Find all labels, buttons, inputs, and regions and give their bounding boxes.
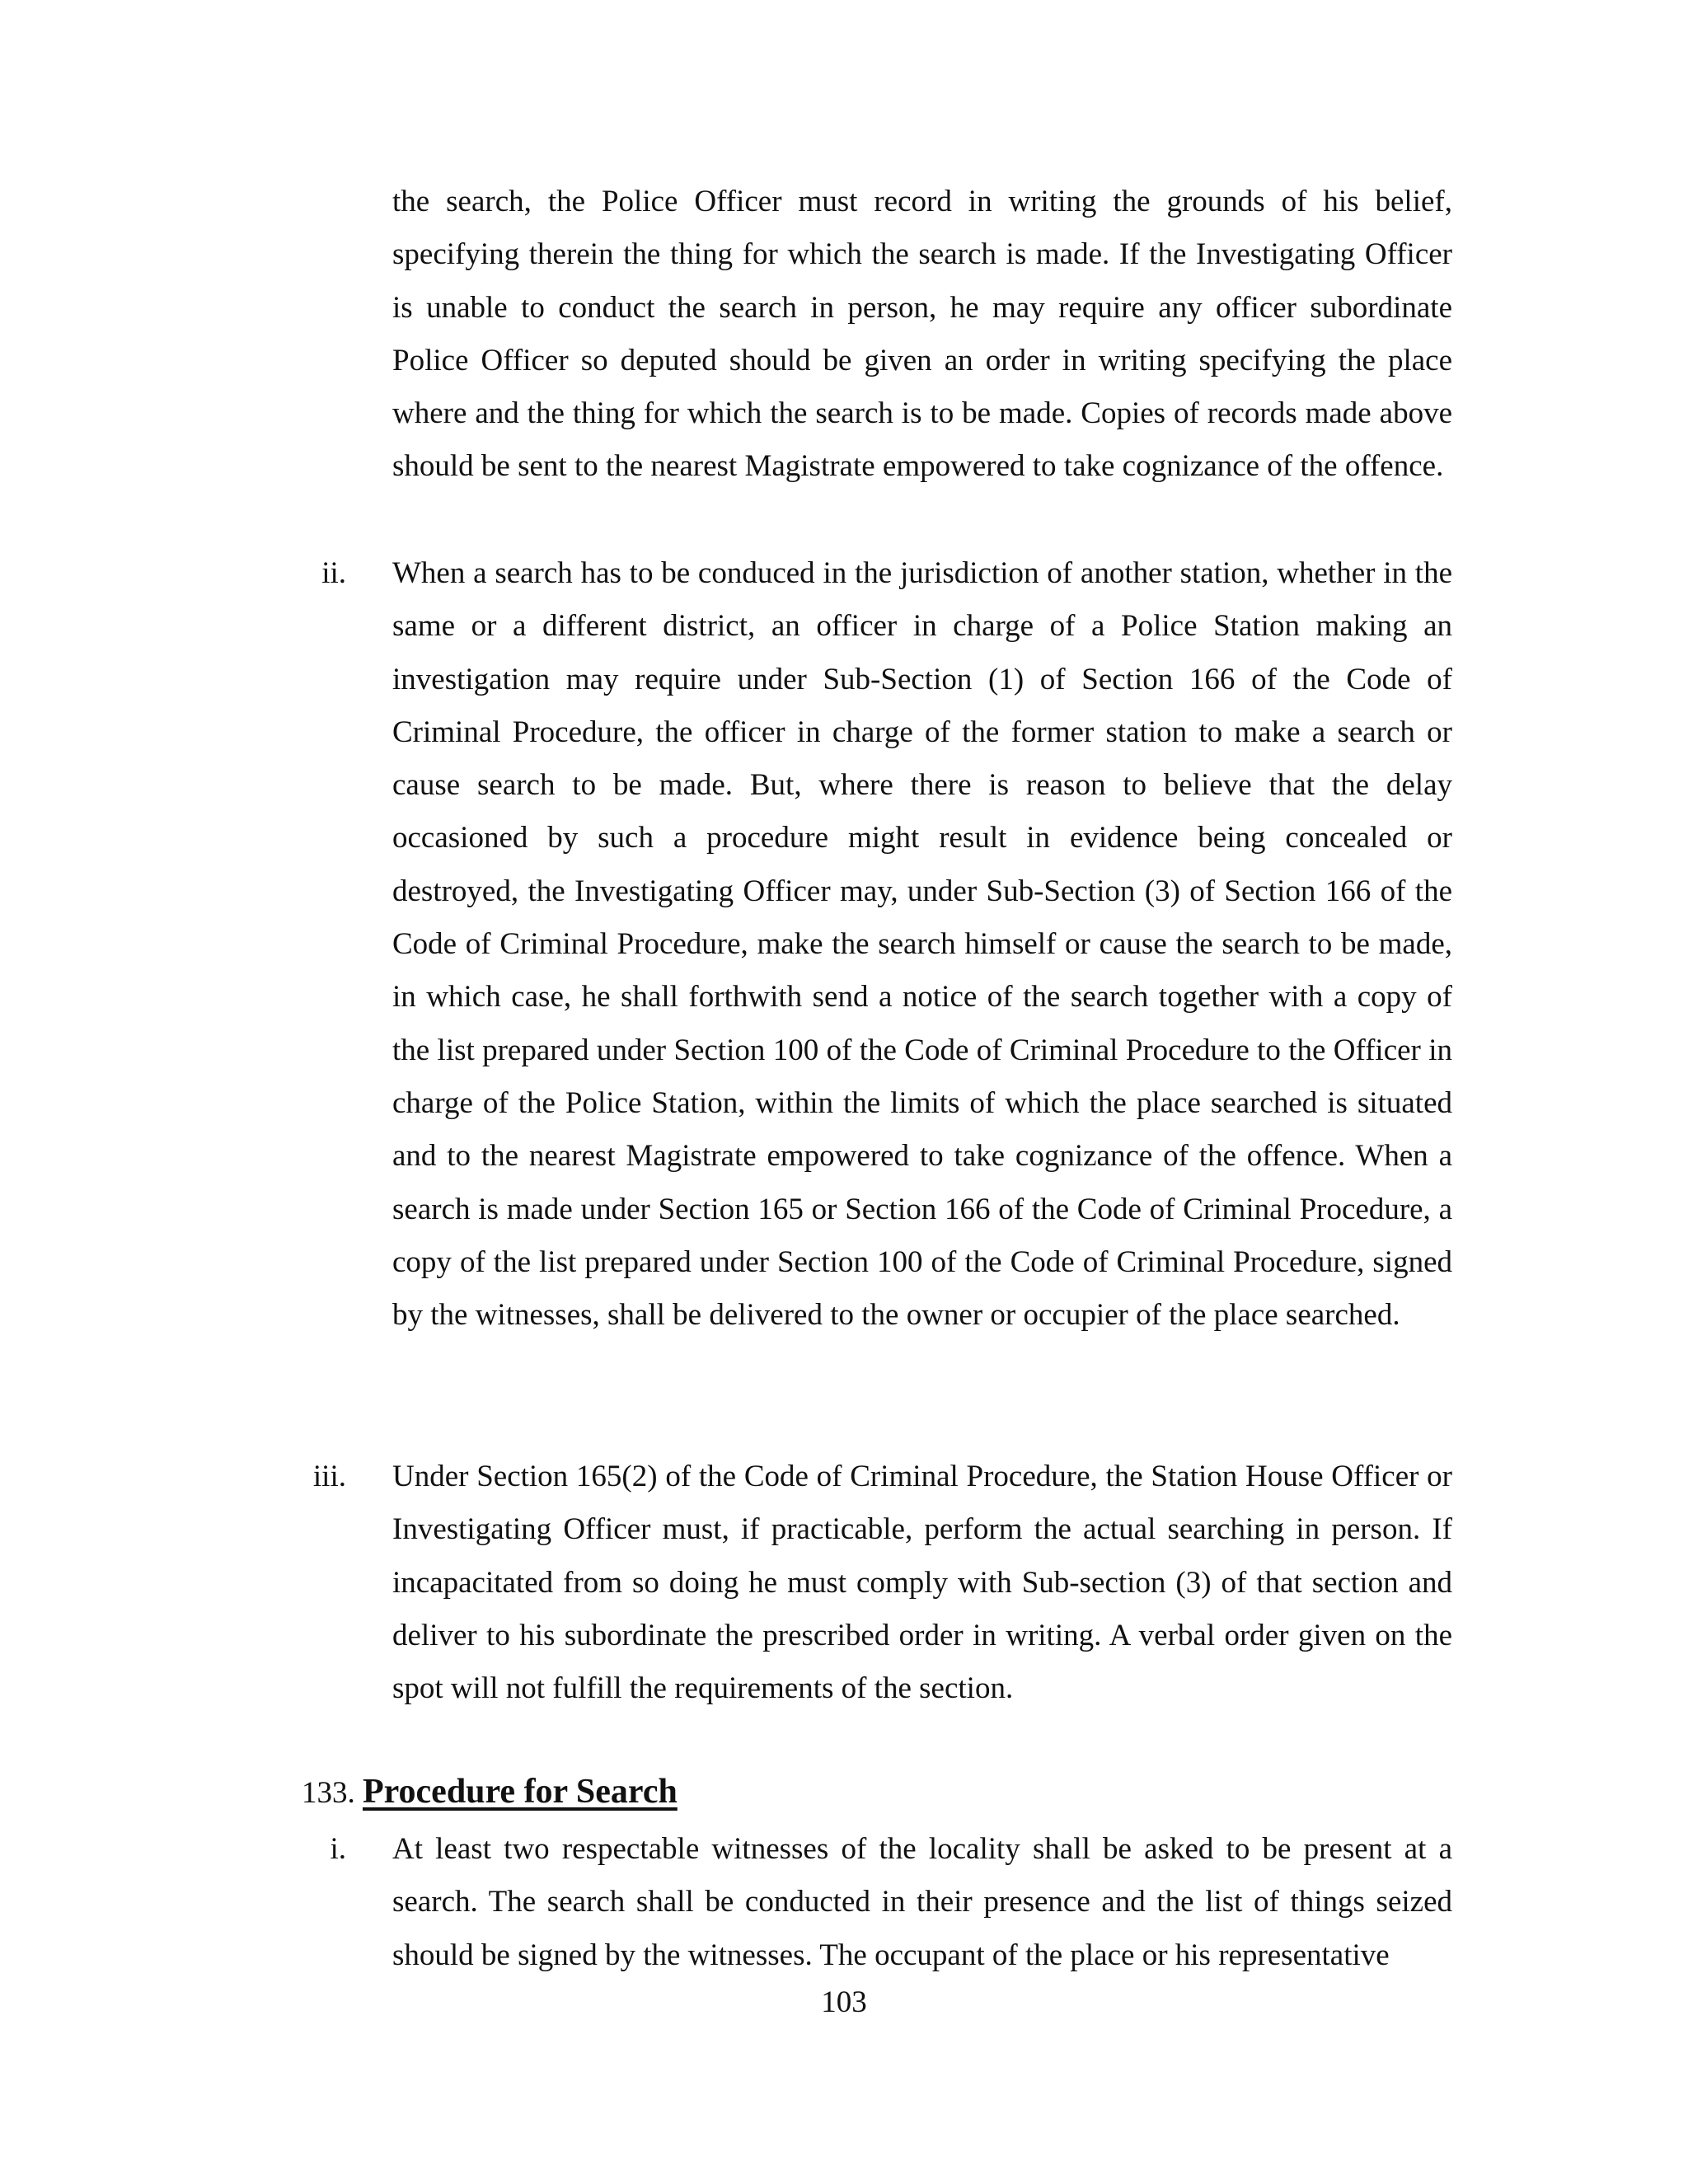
section-item-i: At least two respectable witnesses of the locality shall be asked to be present at a search. The search shall be conducted in their presence and the list of things seized should be signed by the witnesses. The occupant of the place or his representative (392, 1832, 1452, 1972)
section-number: 133. (302, 1776, 355, 1810)
section-heading (302, 1765, 678, 1820)
paragraph-continued: the search, the Police Officer must record in writing the grounds of his belief, specifying therein the thing for which the search is made. If the Investigating Officer is unable to conduct the search in person, he may require any officer subordinate Police Officer so deputed should be given an order in writing specifying the place where and the thing for which the search is to be made. Copies of records made above should be sent to the nearest Magistrate empowered to take cognizance of the offence. (392, 185, 1452, 484)
paragraph-ii: When a search has to be conduced in the jurisdiction of another station, whether in the same or a different district, an officer in charge of a Police Station making an investigation may require under Sub-Section (1) of Section 166 of the Code of Criminal Procedure, the officer in charge of the former station to make a search or cause search to be made. But, where there is reason to believe that the delay occasioned by such a procedure might result in evidence being concealed or destroyed, the Investigating Officer may, under Sub-Section (3) of Section 166 of the Code of Criminal Procedure, make the search himself or cause the search to be made, in which case, he shall forthwith send a notice of the search together with a copy of the list prepared under Section 100 of the Code of Criminal Procedure to the Officer in charge of the Police Station, within the limits of which the place searched is situated and to the nearest Magistrate empowered to take cognizance of the offence. When a search is made under Section 165 or Section 166 of the Code of Criminal Procedure, a copy of the list prepared under Section 100 of the Code of Criminal Procedure, signed by the witnesses, shall be delivered to the owner or occupier of the place searched. (392, 556, 1452, 1333)
section-title: Procedure for Search (363, 1773, 678, 1811)
item-number-i: i. (330, 1832, 346, 1866)
paragraph-iii: Under Section 165(2) of the Code of Criminal Procedure, the Station House Officer or Investigating Officer must, if practicable, perform the actual searching in person. If incapacitated from so doing he must comply with Sub-section (3) of that section and deliver to his subordinate the prescribed order in writing. A verbal order given on the spot will not fulfill the requirements of the section. (392, 1460, 1452, 1706)
item-number-iii: iii. (312, 1460, 346, 1493)
page-number: 103 (821, 1985, 867, 2019)
item-number-ii: ii. (321, 556, 346, 590)
